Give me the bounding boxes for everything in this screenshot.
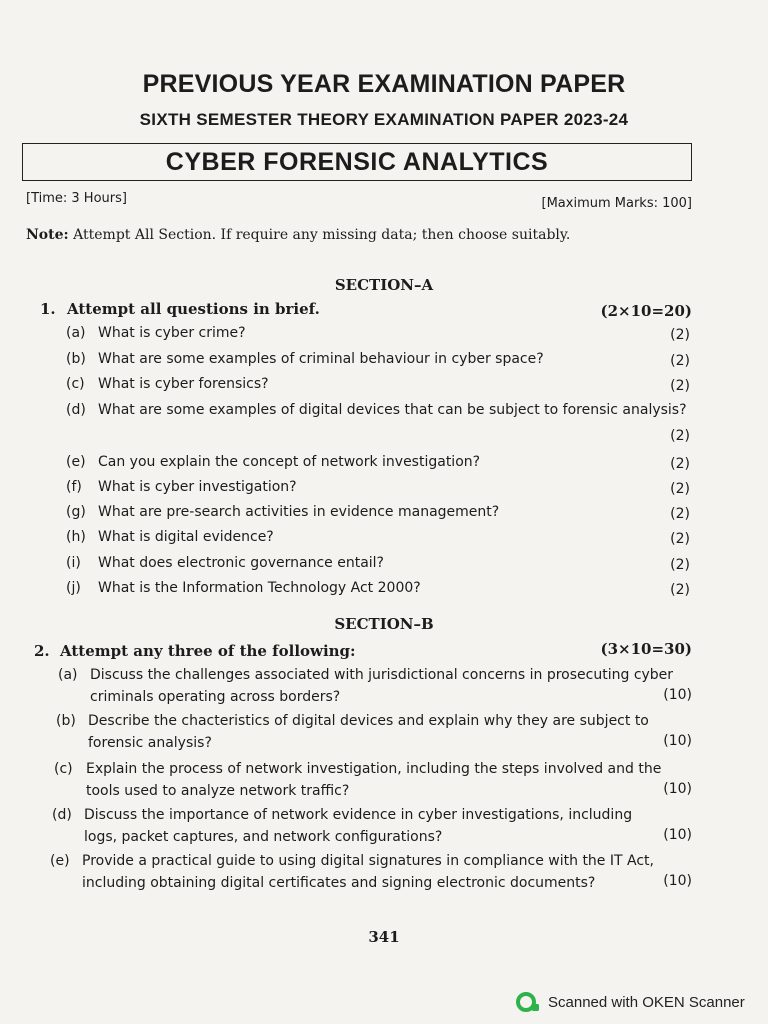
- item-text: What is cyber crime?: [98, 325, 246, 341]
- item-text: Can you explain the concept of network investigation?: [98, 454, 481, 470]
- time-label: [Time: 3 Hours]: [26, 191, 127, 206]
- item-marks: (2): [670, 531, 690, 547]
- item-label: (c): [54, 761, 73, 777]
- item-text: What is cyber forensics?: [98, 376, 269, 392]
- item-text-line1: Describe the chacteristics of digital devices and explain why they are subject to: [88, 713, 649, 729]
- item-text: What is cyber investigation?: [98, 479, 297, 495]
- item-marks: (2): [670, 378, 690, 394]
- item-label: (e): [66, 454, 86, 470]
- question-2-text: Attempt any three of the following:: [60, 642, 356, 660]
- item-label: (a): [58, 667, 78, 683]
- item-marks: (2): [670, 582, 690, 598]
- item-text-line1: Provide a practical guide to using digital signatures in compliance with the IT Act,: [82, 853, 654, 869]
- item-marks: (10): [663, 687, 692, 703]
- note-line: [26, 227, 570, 243]
- item-label: (f): [66, 479, 82, 495]
- item-label: (b): [56, 713, 76, 729]
- item-label: (g): [66, 504, 86, 520]
- item-text-line2: forensic analysis?: [88, 735, 212, 751]
- item-text-line2: logs, packet captures, and network configurations?: [84, 829, 443, 845]
- item-text-line2: criminals operating across borders?: [90, 689, 341, 705]
- item-text-line2: including obtaining digital certificates and signing electronic documents?: [82, 875, 596, 891]
- section-a-heading: SECTION–A: [334, 276, 434, 294]
- question-2-number: 2.: [34, 642, 50, 660]
- max-marks-label: [Maximum Marks: 100]: [541, 196, 692, 211]
- item-marks: (10): [663, 733, 692, 749]
- item-text: What are some examples of digital devices that can be subject to forensic analysis?: [98, 402, 687, 418]
- item-label: (a): [66, 325, 86, 341]
- item-text-line1: Discuss the challenges associated with jurisdictional concerns in prosecuting cyber: [90, 667, 674, 683]
- item-label: (b): [66, 351, 86, 367]
- question-1-marks: (2×10=20): [600, 302, 692, 320]
- item-label: (d): [52, 807, 72, 823]
- page-number: 341: [368, 928, 400, 946]
- subject-title-box: CYBER FORENSIC ANALYTICS: [22, 143, 692, 181]
- item-marks: (10): [663, 781, 692, 797]
- item-label: (d): [66, 402, 86, 418]
- item-text-line2: tools used to analyze network traffic?: [86, 783, 350, 799]
- item-marks: (2): [670, 353, 690, 369]
- item-marks: (2): [670, 481, 690, 497]
- item-text: What are some examples of criminal behaviour in cyber space?: [98, 351, 544, 367]
- page-title: PREVIOUS YEAR EXAMINATION PAPER: [142, 70, 626, 98]
- item-marks: (2): [670, 456, 690, 472]
- item-marks: (10): [663, 827, 692, 843]
- item-text: What are pre-search activities in evidence management?: [98, 504, 500, 520]
- item-label: (c): [66, 376, 85, 392]
- oken-scanner-logo-icon: [516, 990, 540, 1014]
- item-marks: (2): [670, 506, 690, 522]
- item-text: What is digital evidence?: [98, 529, 274, 545]
- item-marks: (2): [670, 327, 690, 343]
- item-text-line1: Explain the process of network investigation, including the steps involved and the: [86, 761, 662, 777]
- scanner-text: Scanned with OKEN Scanner: [548, 993, 745, 1011]
- item-marks: (2): [670, 428, 690, 444]
- item-text-line1: Discuss the importance of network evidence in cyber investigations, including: [84, 807, 633, 823]
- question-1-number: 1.: [40, 300, 56, 318]
- item-text: What is the Information Technology Act 2000?: [98, 580, 421, 596]
- question-2-marks: (3×10=30): [600, 640, 692, 658]
- item-label: (i): [66, 555, 81, 571]
- page-subtitle: SIXTH SEMESTER THEORY EXAMINATION PAPER 2023-24: [139, 110, 629, 129]
- question-1-text: Attempt all questions in brief.: [67, 300, 320, 318]
- item-label: (e): [50, 853, 70, 869]
- section-b-heading: SECTION–B: [334, 615, 434, 633]
- item-text: What does electronic governance entail?: [98, 555, 384, 571]
- note-text: Attempt All Section. If require any missing data; then choose suitably.: [68, 227, 571, 243]
- note-label: Note:: [26, 227, 69, 243]
- item-marks: (2): [670, 557, 690, 573]
- item-label: (h): [66, 529, 86, 545]
- scanner-watermark: [516, 990, 745, 1014]
- item-label: (j): [66, 580, 81, 596]
- item-marks: (10): [663, 873, 692, 889]
